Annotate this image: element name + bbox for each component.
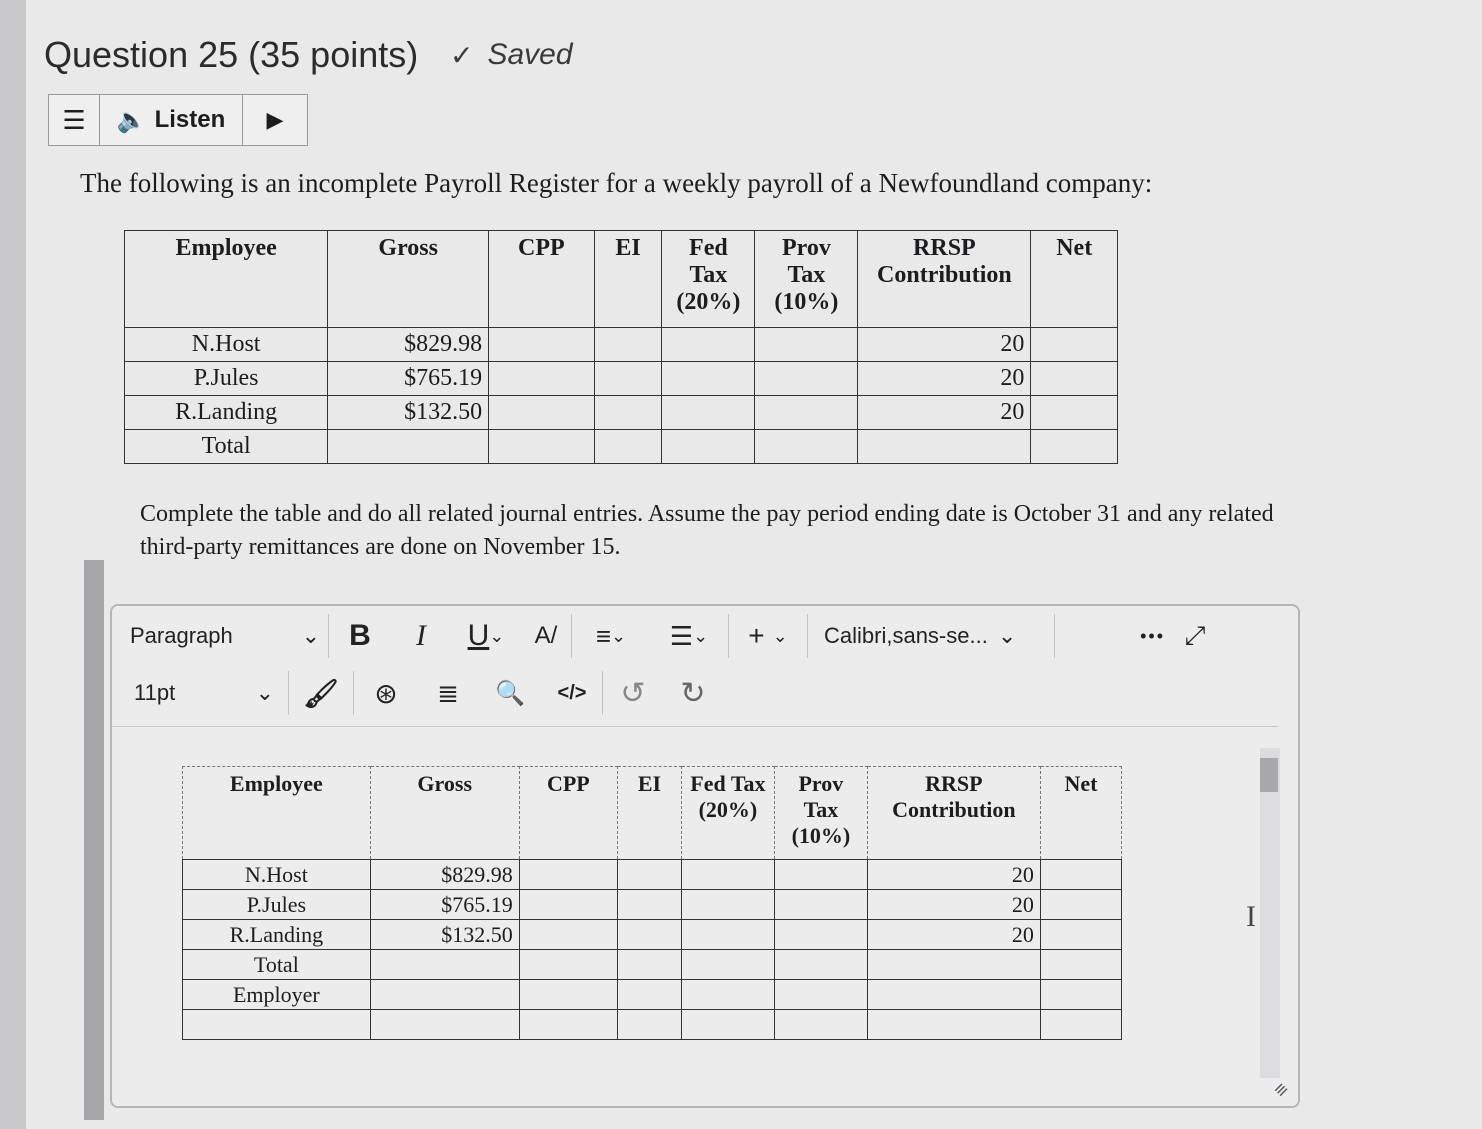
col-gross: Gross — [328, 231, 489, 328]
cell[interactable] — [519, 920, 617, 950]
cell[interactable] — [618, 890, 682, 920]
table-row — [125, 430, 1118, 464]
toolbar-row-2 — [112, 664, 723, 722]
table-row — [183, 860, 1122, 890]
cell — [489, 328, 594, 362]
cell — [1031, 396, 1118, 430]
speaker-icon: 🔈 — [116, 106, 147, 134]
cell[interactable] — [519, 890, 617, 920]
col-net: Net — [1031, 231, 1118, 328]
cell[interactable] — [618, 950, 682, 980]
cell: R.Landing — [125, 396, 328, 430]
chevron-down-icon: ⌄ — [301, 623, 320, 648]
cell — [594, 362, 662, 396]
cell: 20 — [858, 362, 1031, 396]
more-options-icon[interactable]: ••• — [1140, 625, 1165, 646]
cell — [1031, 430, 1118, 464]
listen-toolbar — [48, 94, 308, 146]
text-color-icon[interactable]: A/ — [534, 622, 558, 649]
font-size-dropdown[interactable] — [112, 680, 274, 706]
col-gross: Gross — [370, 767, 519, 860]
cell: P.Jules — [125, 362, 328, 396]
italic-button[interactable]: I — [416, 619, 426, 652]
resize-handle-icon[interactable]: ≡ — [1269, 1078, 1294, 1103]
toolbar-row-1 — [112, 606, 1225, 666]
cell — [594, 430, 662, 464]
cell[interactable] — [1040, 890, 1121, 920]
play-icon[interactable]: ▶ — [266, 107, 284, 132]
format-painter-icon[interactable]: 🖌 — [303, 677, 339, 709]
cell: $132.50 — [328, 396, 489, 430]
redo-icon[interactable]: ↻ — [680, 676, 706, 710]
insert-plus-icon[interactable]: + ⌄ — [748, 620, 788, 651]
cell[interactable] — [370, 950, 519, 980]
font-family-dropdown[interactable] — [808, 623, 1054, 649]
chevron-down-icon: ⌄ — [997, 623, 1017, 648]
cell — [594, 328, 662, 362]
cell[interactable] — [1040, 920, 1121, 950]
font-size-label: 11pt — [134, 680, 176, 705]
cell[interactable]: Total — [183, 950, 371, 980]
listen-button[interactable] — [100, 95, 243, 145]
cell — [662, 430, 755, 464]
accessibility-icon[interactable]: ⊛ — [374, 677, 398, 709]
cell[interactable] — [774, 1010, 867, 1040]
fullscreen-icon[interactable]: ⤢ — [1184, 620, 1206, 650]
table-row — [183, 950, 1122, 980]
table-header-row — [125, 231, 1118, 328]
bold-button[interactable]: B — [349, 619, 371, 652]
source-code-icon[interactable]: </> — [557, 681, 587, 704]
cell[interactable] — [519, 980, 617, 1010]
cell: N.Host — [125, 328, 328, 362]
toolbar-divider — [112, 726, 1278, 727]
cell[interactable]: 20 — [867, 860, 1040, 890]
col-ei: EI — [594, 231, 662, 328]
cell[interactable] — [618, 980, 682, 1010]
editable-payroll-table[interactable] — [182, 766, 1122, 1040]
word-count-icon[interactable]: ≣ — [437, 677, 459, 708]
table-row — [183, 890, 1122, 920]
cell[interactable] — [519, 1010, 617, 1040]
cell[interactable] — [681, 860, 774, 890]
cell — [489, 396, 594, 430]
cell[interactable]: $132.50 — [370, 920, 519, 950]
cell[interactable] — [867, 980, 1040, 1010]
find-replace-icon[interactable]: 🔍 — [495, 679, 525, 707]
cell[interactable] — [1040, 1010, 1121, 1040]
cell[interactable] — [618, 1010, 682, 1040]
cell[interactable]: R.Landing — [183, 920, 371, 950]
rich-text-editor — [110, 604, 1300, 1108]
cell — [328, 430, 489, 464]
table-row — [125, 396, 1118, 430]
col-net: Net — [1040, 767, 1121, 860]
cell — [662, 328, 755, 362]
cell — [1031, 362, 1118, 396]
cell[interactable] — [774, 860, 867, 890]
table-row — [183, 920, 1122, 950]
cell[interactable]: 20 — [867, 920, 1040, 950]
cell: Total — [125, 430, 328, 464]
cell[interactable] — [681, 950, 774, 980]
cell[interactable] — [1040, 860, 1121, 890]
cell[interactable] — [867, 1010, 1040, 1040]
saved-label: Saved — [487, 38, 573, 71]
saved-status — [450, 38, 573, 72]
cell — [594, 396, 662, 430]
cell — [858, 430, 1031, 464]
cell[interactable] — [519, 860, 617, 890]
cell: $765.19 — [328, 362, 489, 396]
col-cpp: CPP — [489, 231, 594, 328]
scrollbar-track[interactable] — [1260, 748, 1280, 1078]
cell[interactable] — [618, 920, 682, 950]
cell[interactable] — [774, 920, 867, 950]
col-employee: Employee — [183, 767, 371, 860]
cell[interactable]: N.Host — [183, 860, 371, 890]
cell[interactable] — [618, 860, 682, 890]
cell: $829.98 — [328, 328, 489, 362]
cell: 20 — [858, 396, 1031, 430]
cell[interactable] — [519, 950, 617, 980]
align-icon[interactable]: ≡ ⌄ — [595, 620, 627, 651]
cell[interactable] — [370, 1010, 519, 1040]
cell[interactable]: Employer — [183, 980, 371, 1010]
list-icon[interactable]: ☰ ⌄ — [669, 620, 709, 651]
cell[interactable] — [183, 1010, 371, 1040]
table-row — [183, 1010, 1122, 1040]
underline-button[interactable]: U ⌄ — [467, 619, 505, 652]
cell — [489, 362, 594, 396]
cell[interactable]: $829.98 — [370, 860, 519, 890]
col-prov-tax: Prov Tax (10%) — [755, 231, 858, 328]
cell[interactable]: $765.19 — [370, 890, 519, 920]
col-ei: EI — [618, 767, 682, 860]
chevron-down-icon: ⌄ — [255, 680, 274, 705]
font-family-label: Calibri,sans-se... — [824, 623, 988, 648]
text-cursor-icon: I — [1246, 900, 1256, 933]
cell — [489, 430, 594, 464]
cell[interactable] — [681, 920, 774, 950]
cell[interactable] — [681, 980, 774, 1010]
listen-label: Listen — [154, 106, 226, 133]
cell — [662, 396, 755, 430]
cell — [755, 396, 858, 430]
undo-icon[interactable]: ↺ — [620, 676, 646, 710]
left-border — [0, 0, 26, 1129]
table-row — [183, 980, 1122, 1010]
cell[interactable]: P.Jules — [183, 890, 371, 920]
table-header-row — [183, 767, 1122, 860]
cell[interactable] — [1040, 950, 1121, 980]
cell — [755, 362, 858, 396]
cell: 20 — [858, 328, 1031, 362]
question-intro: The following is an incomplete Payroll Register for a weekly payroll of a Newfoundland company: — [80, 168, 1153, 198]
cell[interactable] — [774, 980, 867, 1010]
cell — [1031, 328, 1118, 362]
col-fed-tax: Fed Tax (20%) — [681, 767, 774, 860]
scrollbar-thumb[interactable] — [1260, 758, 1278, 792]
table-row — [125, 328, 1118, 362]
col-prov-tax: Prov Tax (10%) — [774, 767, 867, 860]
payroll-register-table — [124, 230, 1118, 464]
col-rrsp: RRSP Contribution — [858, 231, 1031, 328]
cell[interactable] — [681, 890, 774, 920]
cell — [755, 430, 858, 464]
paragraph-label: Paragraph — [130, 623, 233, 648]
left-border-shadow — [84, 560, 104, 1120]
table-row — [125, 362, 1118, 396]
col-employee: Employee — [125, 231, 328, 328]
cell[interactable] — [774, 950, 867, 980]
check-icon: ✓ — [450, 39, 474, 71]
cell — [662, 362, 755, 396]
cell[interactable] — [1040, 980, 1121, 1010]
cell[interactable] — [774, 890, 867, 920]
cell[interactable]: 20 — [867, 890, 1040, 920]
cell[interactable] — [370, 980, 519, 1010]
col-rrsp: RRSP Contribution — [867, 767, 1040, 860]
paragraph-dropdown[interactable] — [112, 623, 320, 649]
cell[interactable] — [867, 950, 1040, 980]
question-title: Question 25 (35 points) — [44, 34, 419, 75]
instructions: Complete the table and do all related journal entries. Assume the pay period ending date is October 31 and any related third-party remittances are done on November 15. — [140, 501, 1274, 560]
cell[interactable] — [681, 1010, 774, 1040]
cell — [755, 328, 858, 362]
col-cpp: CPP — [519, 767, 617, 860]
col-fed-tax: Fed Tax (20%) — [662, 231, 755, 328]
editor-content[interactable] — [112, 728, 1298, 1106]
menu-icon[interactable]: ☰ — [49, 95, 100, 145]
